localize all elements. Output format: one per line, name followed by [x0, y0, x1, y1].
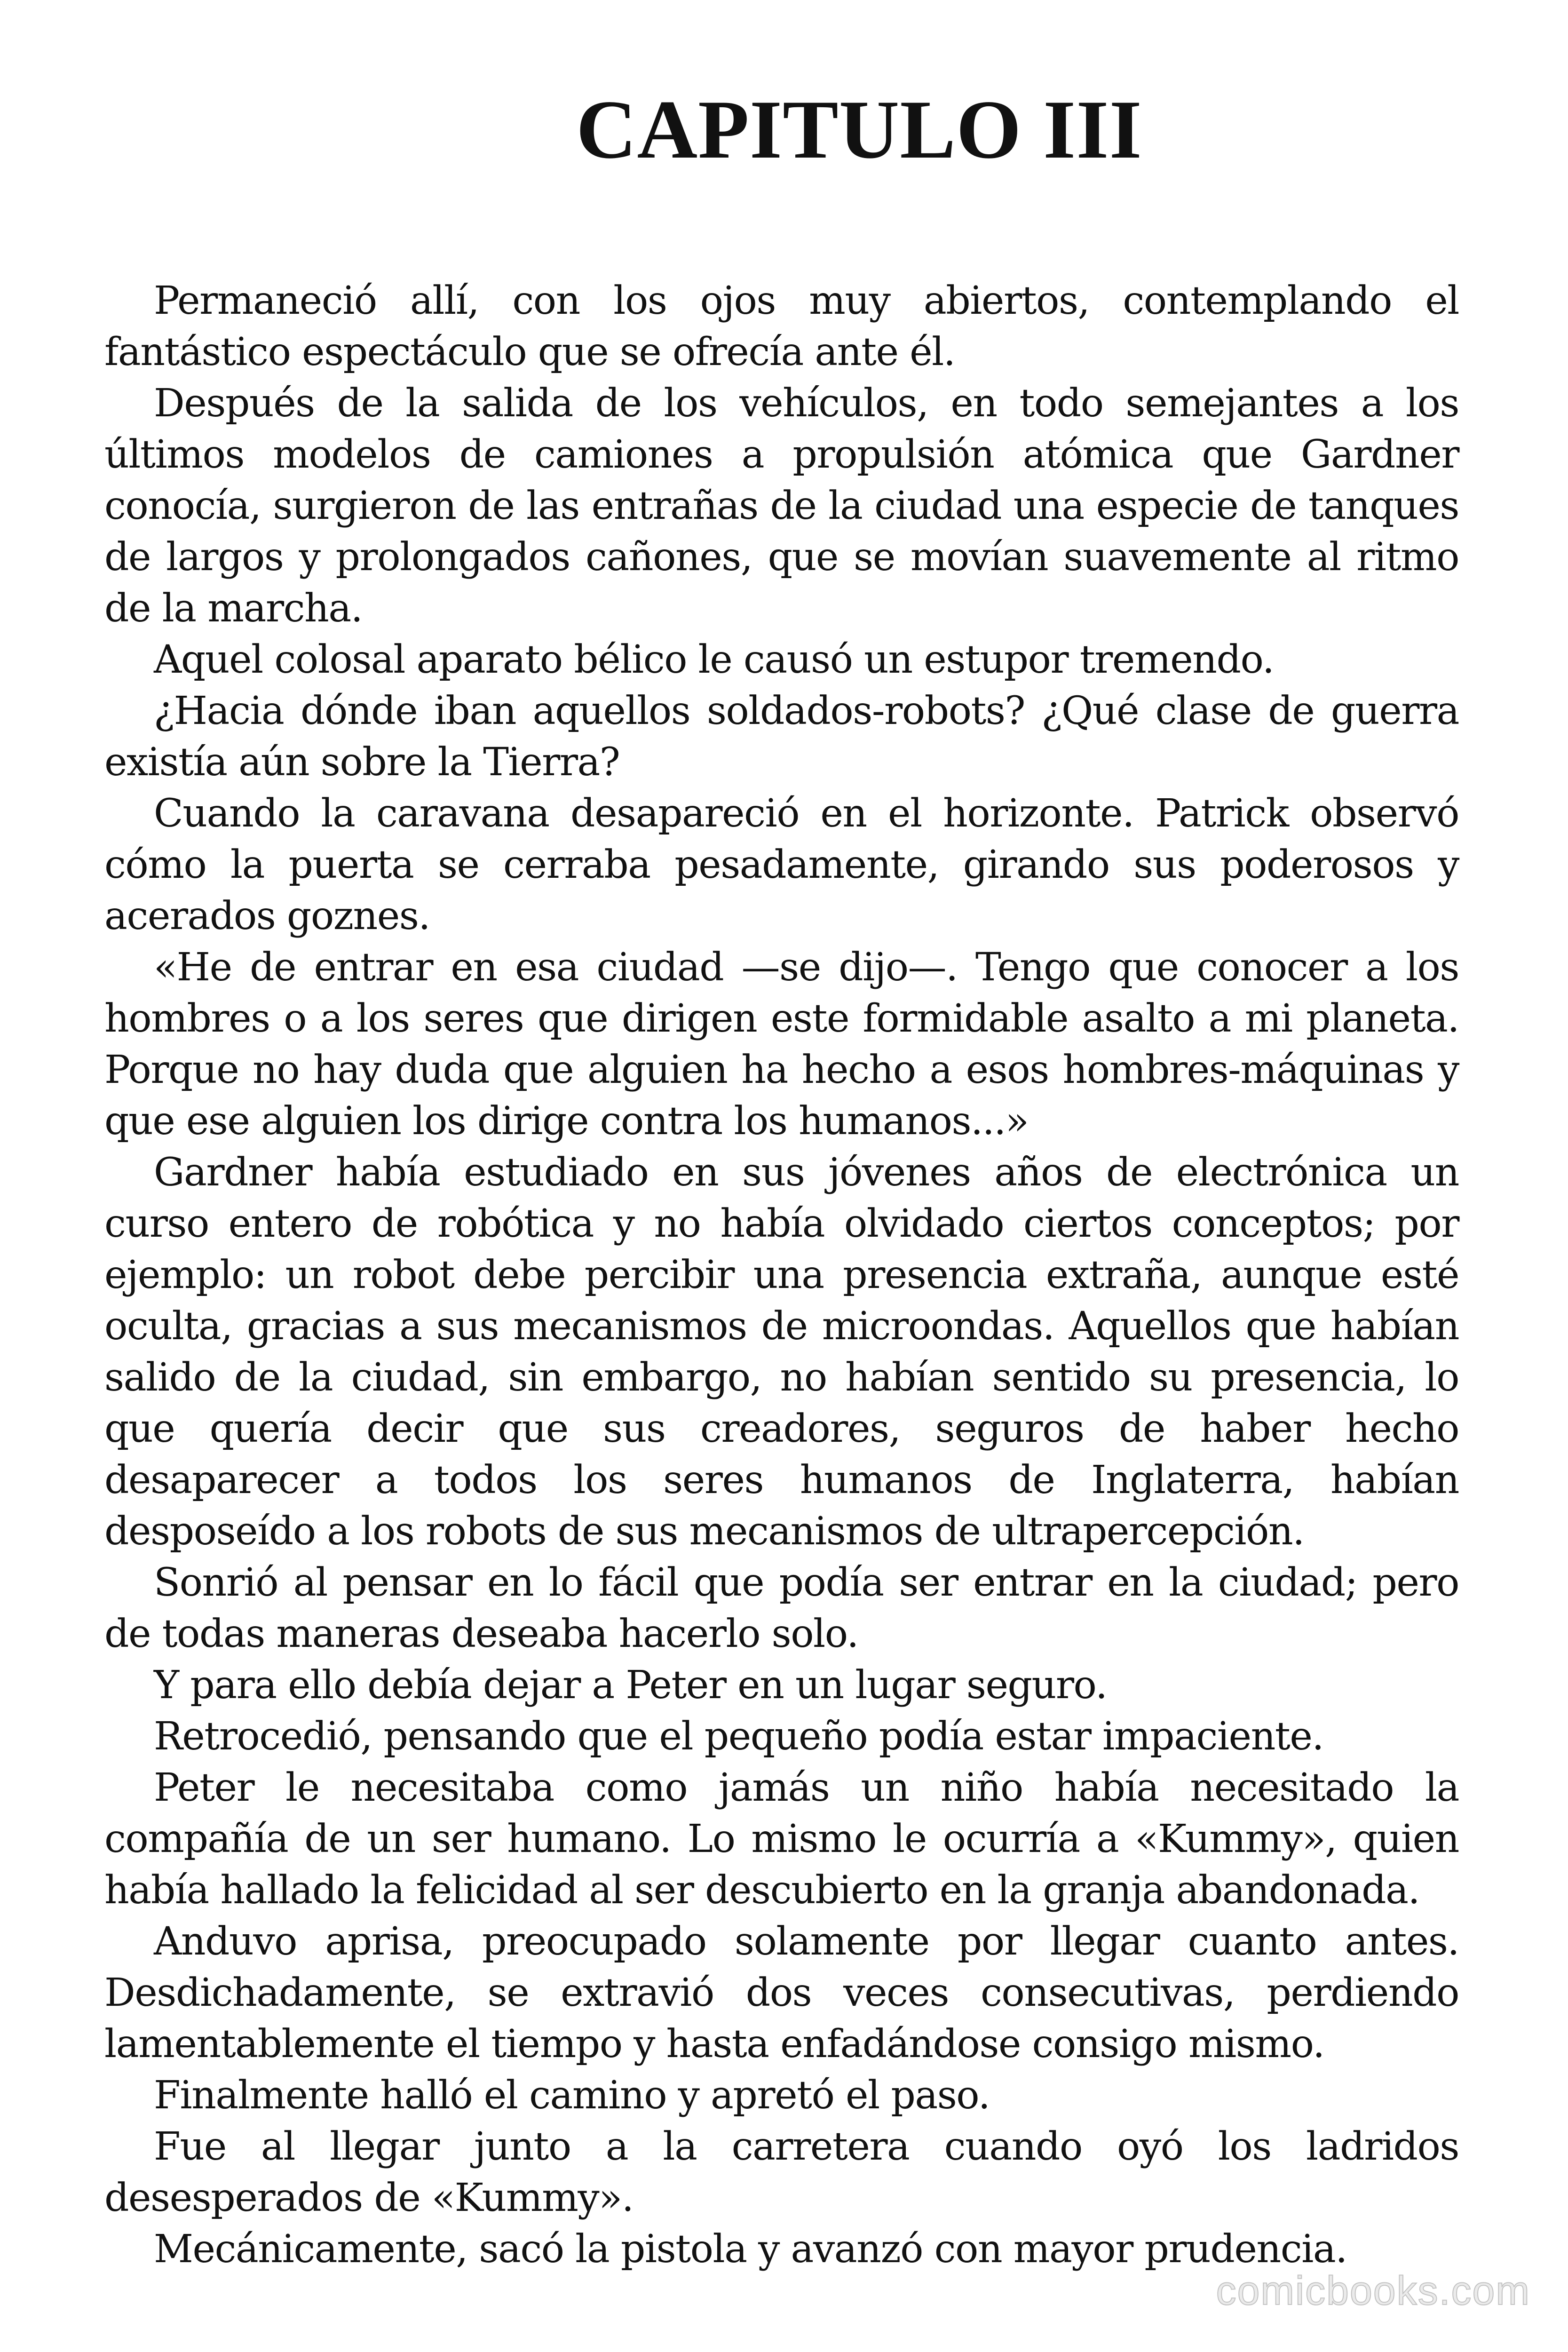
- paragraph: Después de la salida de los vehículos, en todo semejantes a los últimos modelos de camiones a propulsión atómica que Gardner conocía, surgieron de las entrañas de la ciudad una especie de tanques de largos y prolongados cañones, que se movían suavemente al ritmo de la marcha.: [104, 381, 1459, 631]
- paragraph: Mecánicamente, sacó la pistola y avanzó con mayor prudencia.: [154, 2227, 1347, 2272]
- paragraph: Anduvo aprisa, preocupado solamente por llegar cuanto antes. Desdichadamente, se extravió dos veces consecutivas, perdiendo lamentablemente el tiempo y hasta enfadándose consigo mismo.: [104, 1919, 1459, 2066]
- paragraph: Gardner había estudiado en sus jóvenes años de electrónica un curso entero de robótica y no había olvidado ciertos conceptos; por ejemplo: un robot debe percibir una presencia extraña, aunque esté oculta, gracias a sus mecanismos de microondas. Aquellos que habían salido de la ciudad, sin embargo, no habían sentido su presencia, lo que quería decir que sus creadores, seguros de haber hecho desaparecer a todos los seres humanos de Inglaterra, habían desposeído a los robots de sus mecanismos de ultrapercepción.: [104, 1150, 1459, 1554]
- chapter-body: [104, 275, 1459, 2275]
- paragraph: «He de entrar en esa ciudad —se dijo—. Tengo que conocer a los hombres o a los seres que dirigen este formidable asalto a mi planeta. Porque no hay duda que alguien ha hecho a esos hombres-máquinas y que ese alguien los dirige contra los humanos...»: [104, 945, 1459, 1144]
- paragraph: Aquel colosal aparato bélico le causó un estupor tremendo.: [154, 637, 1274, 682]
- paragraph: Permaneció allí, con los ojos muy abiertos, contemplando el fantástico espectáculo que se ofrecía ante él.: [104, 278, 1459, 374]
- paragraph: Sonrió al pensar en lo fácil que podía ser entrar en la ciudad; pero de todas maneras deseaba hacerlo solo.: [104, 1560, 1459, 1656]
- paragraph: Finalmente halló el camino y apretó el paso.: [154, 2073, 990, 2118]
- paragraph: Peter le necesitaba como jamás un niño había necesitado la compañía de un ser humano. Lo mismo le ocurría a «Kummy», quien había hallado la felicidad al ser descubierto en la granja abandonada.: [104, 1765, 1459, 1913]
- paragraph: ¿Hacia dónde iban aquellos soldados-robots? ¿Qué clase de guerra existía aún sobre la Tierra?: [104, 689, 1459, 785]
- paragraph: Y para ello debía dejar a Peter en un lugar seguro.: [154, 1663, 1107, 1708]
- paragraph: Fue al llegar junto a la carretera cuando oyó los ladridos desesperados de «Kummy».: [104, 2124, 1459, 2220]
- chapter-title: CAPITULO III: [576, 83, 1142, 176]
- watermark: comicbooks.com: [1216, 2268, 1530, 2313]
- paragraph: Retrocedió, pensando que el pequeño podía estar impaciente.: [154, 1714, 1323, 1759]
- paragraph: Cuando la caravana desapareció en el horizonte. Patrick observó cómo la puerta se cerraba pesadamente, girando sus poderosos y acerados goznes.: [104, 791, 1459, 938]
